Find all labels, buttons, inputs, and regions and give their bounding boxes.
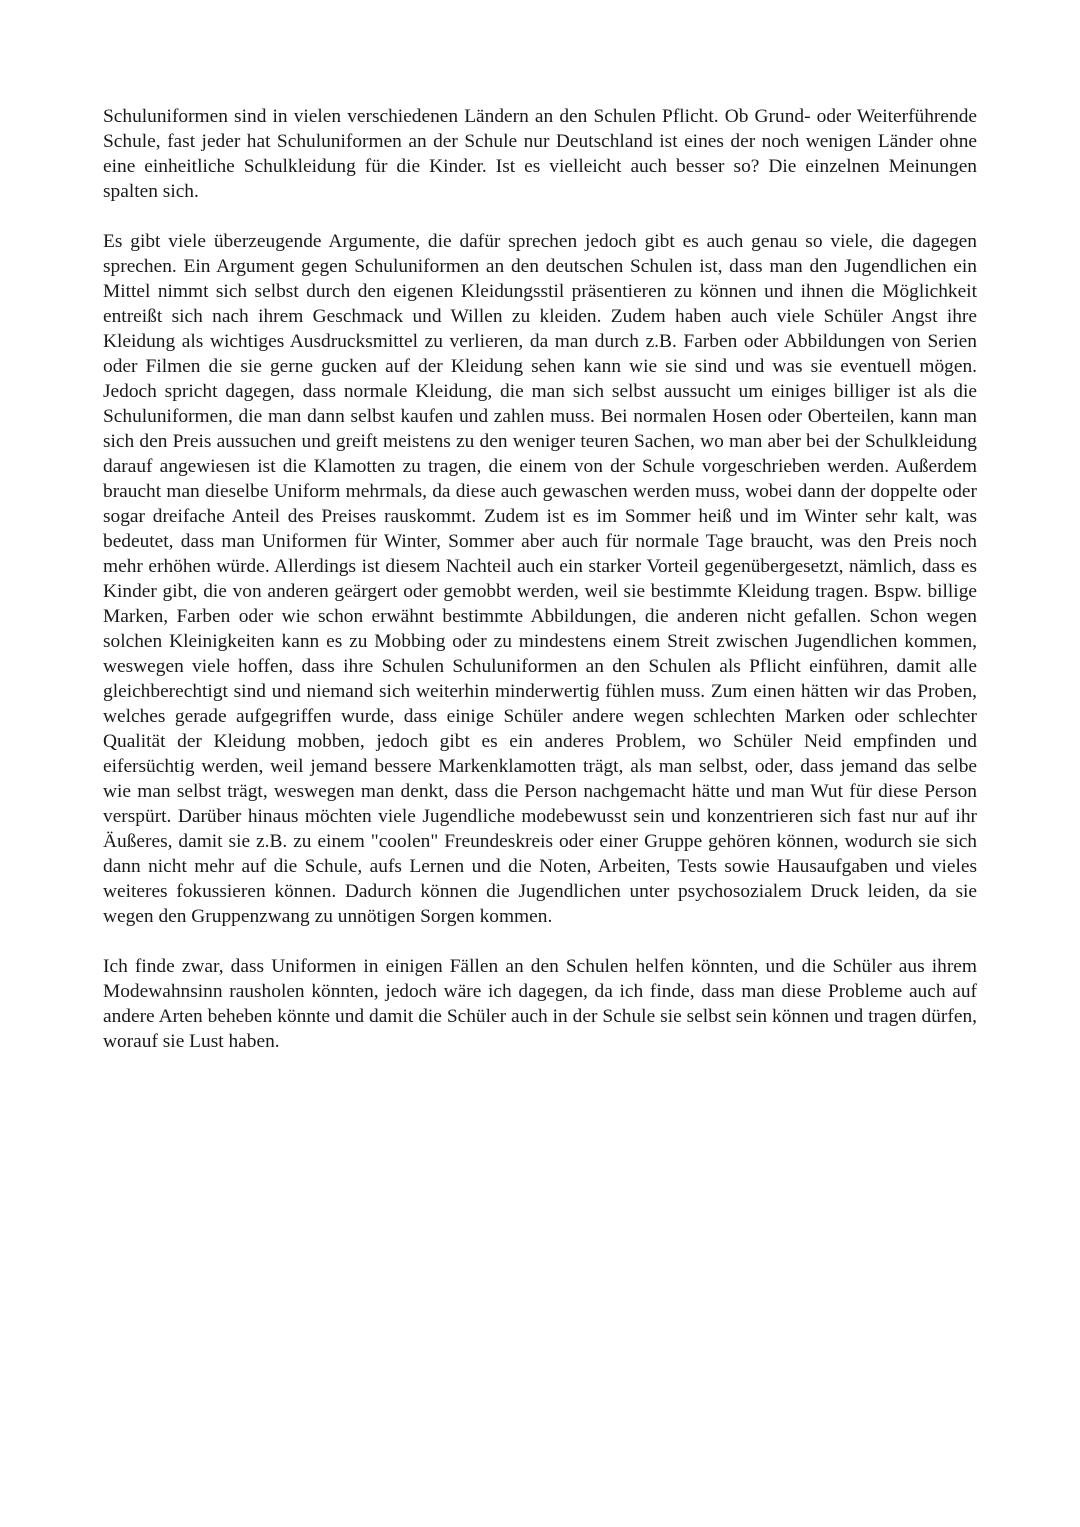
paragraph-conclusion: Ich finde zwar, dass Uniformen in einigen Fällen an den Schulen helfen könnten, und die Schüler aus ihrem Modewahnsinn rausholen könnten, jedoch wäre ich dagegen, da ich finde, dass man diese Probleme auch auf andere Arten beheben könnte und damit die Schüler auch in der Schule sie selbst sein können und tragen dürfen, worauf sie Lust haben. — [103, 956, 977, 1052]
document-body — [103, 104, 977, 1079]
paragraph-arguments: Es gibt viele überzeugende Argumente, die dafür sprechen jedoch gibt es auch genau so viele, die dagegen sprechen. Ein Argument gegen Schuluniformen an den deutschen Schulen ist, dass man den Jugendlichen ein Mittel nimmt sich selbst durch den eigenen Kleidungsstil präsentieren zu können und ihnen die Möglichkeit entreißt sich nach ihrem Geschmack und Willen zu kleiden. Zudem haben auch viele Schüler Angst ihre Kleidung als wichtiges Ausdrucksmittel zu verlieren, da man durch z.B. Farben oder Abbildungen von Serien oder Filmen die sie gerne gucken auf der Kleidung sehen kann wie sie sind und was sie eventuell mögen. Jedoch spricht dagegen, dass normale Kleidung, die man sich selbst aussucht um einiges billiger ist als die Schuluniformen, die man dann selbst kaufen und zahlen muss. Bei normalen Hosen oder Oberteilen, kann man sich den Preis aussuchen und greift meistens zu den weniger teuren Sachen, wo man aber bei der Schulkleidung darauf angewiesen ist die Klamotten zu tragen, die einem von der Schule vorgeschrieben werden. Außerdem braucht man dieselbe Uniform mehrmals, da diese auch gewaschen werden muss, wobei dann der doppelte oder sogar dreifache Anteil des Preises rauskommt. Zudem ist es im Sommer heiß und im Winter sehr kalt, was bedeutet, dass man Uniformen für Winter, Sommer aber auch für normale Tage braucht, was den Preis noch mehr erhöhen würde. Allerdings ist diesem Nachteil auch ein starker Vorteil gegenübergesetzt, nämlich, dass es Kinder gibt, die von anderen geärgert oder gemobbt werden, weil sie bestimmte Kleidung tragen. Bspw. billige Marken, Farben oder wie schon erwähnt bestimmte Abbildungen, die anderen nicht gefallen. Schon wegen solchen Kleinigkeiten kann es zu Mobbing oder zu mindestens einem Streit zwischen Jugendlichen kommen, weswegen viele hoffen, dass ihre Schulen Schuluniformen an den Schulen als Pflicht einführen, damit alle gleichberechtigt sind und niemand sich weiterhin minderwertig fühlen muss. Zum einen hätten wir das Proben, welches gerade aufgegriffen wurde, dass einige Schüler andere wegen schlechten Marken oder schlechter Qualität der Kleidung mobben, jedoch gibt es ein anderes Problem, wo Schüler Neid empfinden und eifersüchtig werden, weil jemand bessere Markenklamotten trägt, als man selbst, oder, dass jemand das selbe wie man selbst trägt, weswegen man denkt, dass die Person nachgemacht hätte und man Wut für diese Person verspürt. Darüber hinaus möchten viele Jugendliche modebewusst sein und konzentrieren sich fast nur auf ihr Äußeres, damit sie z.B. zu einem "coolen" Freundeskreis oder einer Gruppe gehören können, wodurch sie sich dann nicht mehr auf die Schule, aufs Lernen und die Noten, Arbeiten, Tests sowie Hausaufgaben und vieles weiteres fokussieren können. Dadurch können die Jugendlichen unter psychosozialem Druck leiden, da sie wegen den Gruppenzwang zu unnötigen Sorgen kommen. — [103, 231, 977, 927]
paragraph-introduction: Schuluniformen sind in vielen verschiedenen Ländern an den Schulen Pflicht. Ob Grund- oder Weiterführende Schule, fast jeder hat Schuluniformen an der Schule nur Deutschland ist eines der noch wenigen Länder ohne eine einheitliche Schulkleidung für die Kinder. Ist es vielleicht auch besser so? Die einzelnen Meinungen spalten sich. — [103, 106, 977, 202]
